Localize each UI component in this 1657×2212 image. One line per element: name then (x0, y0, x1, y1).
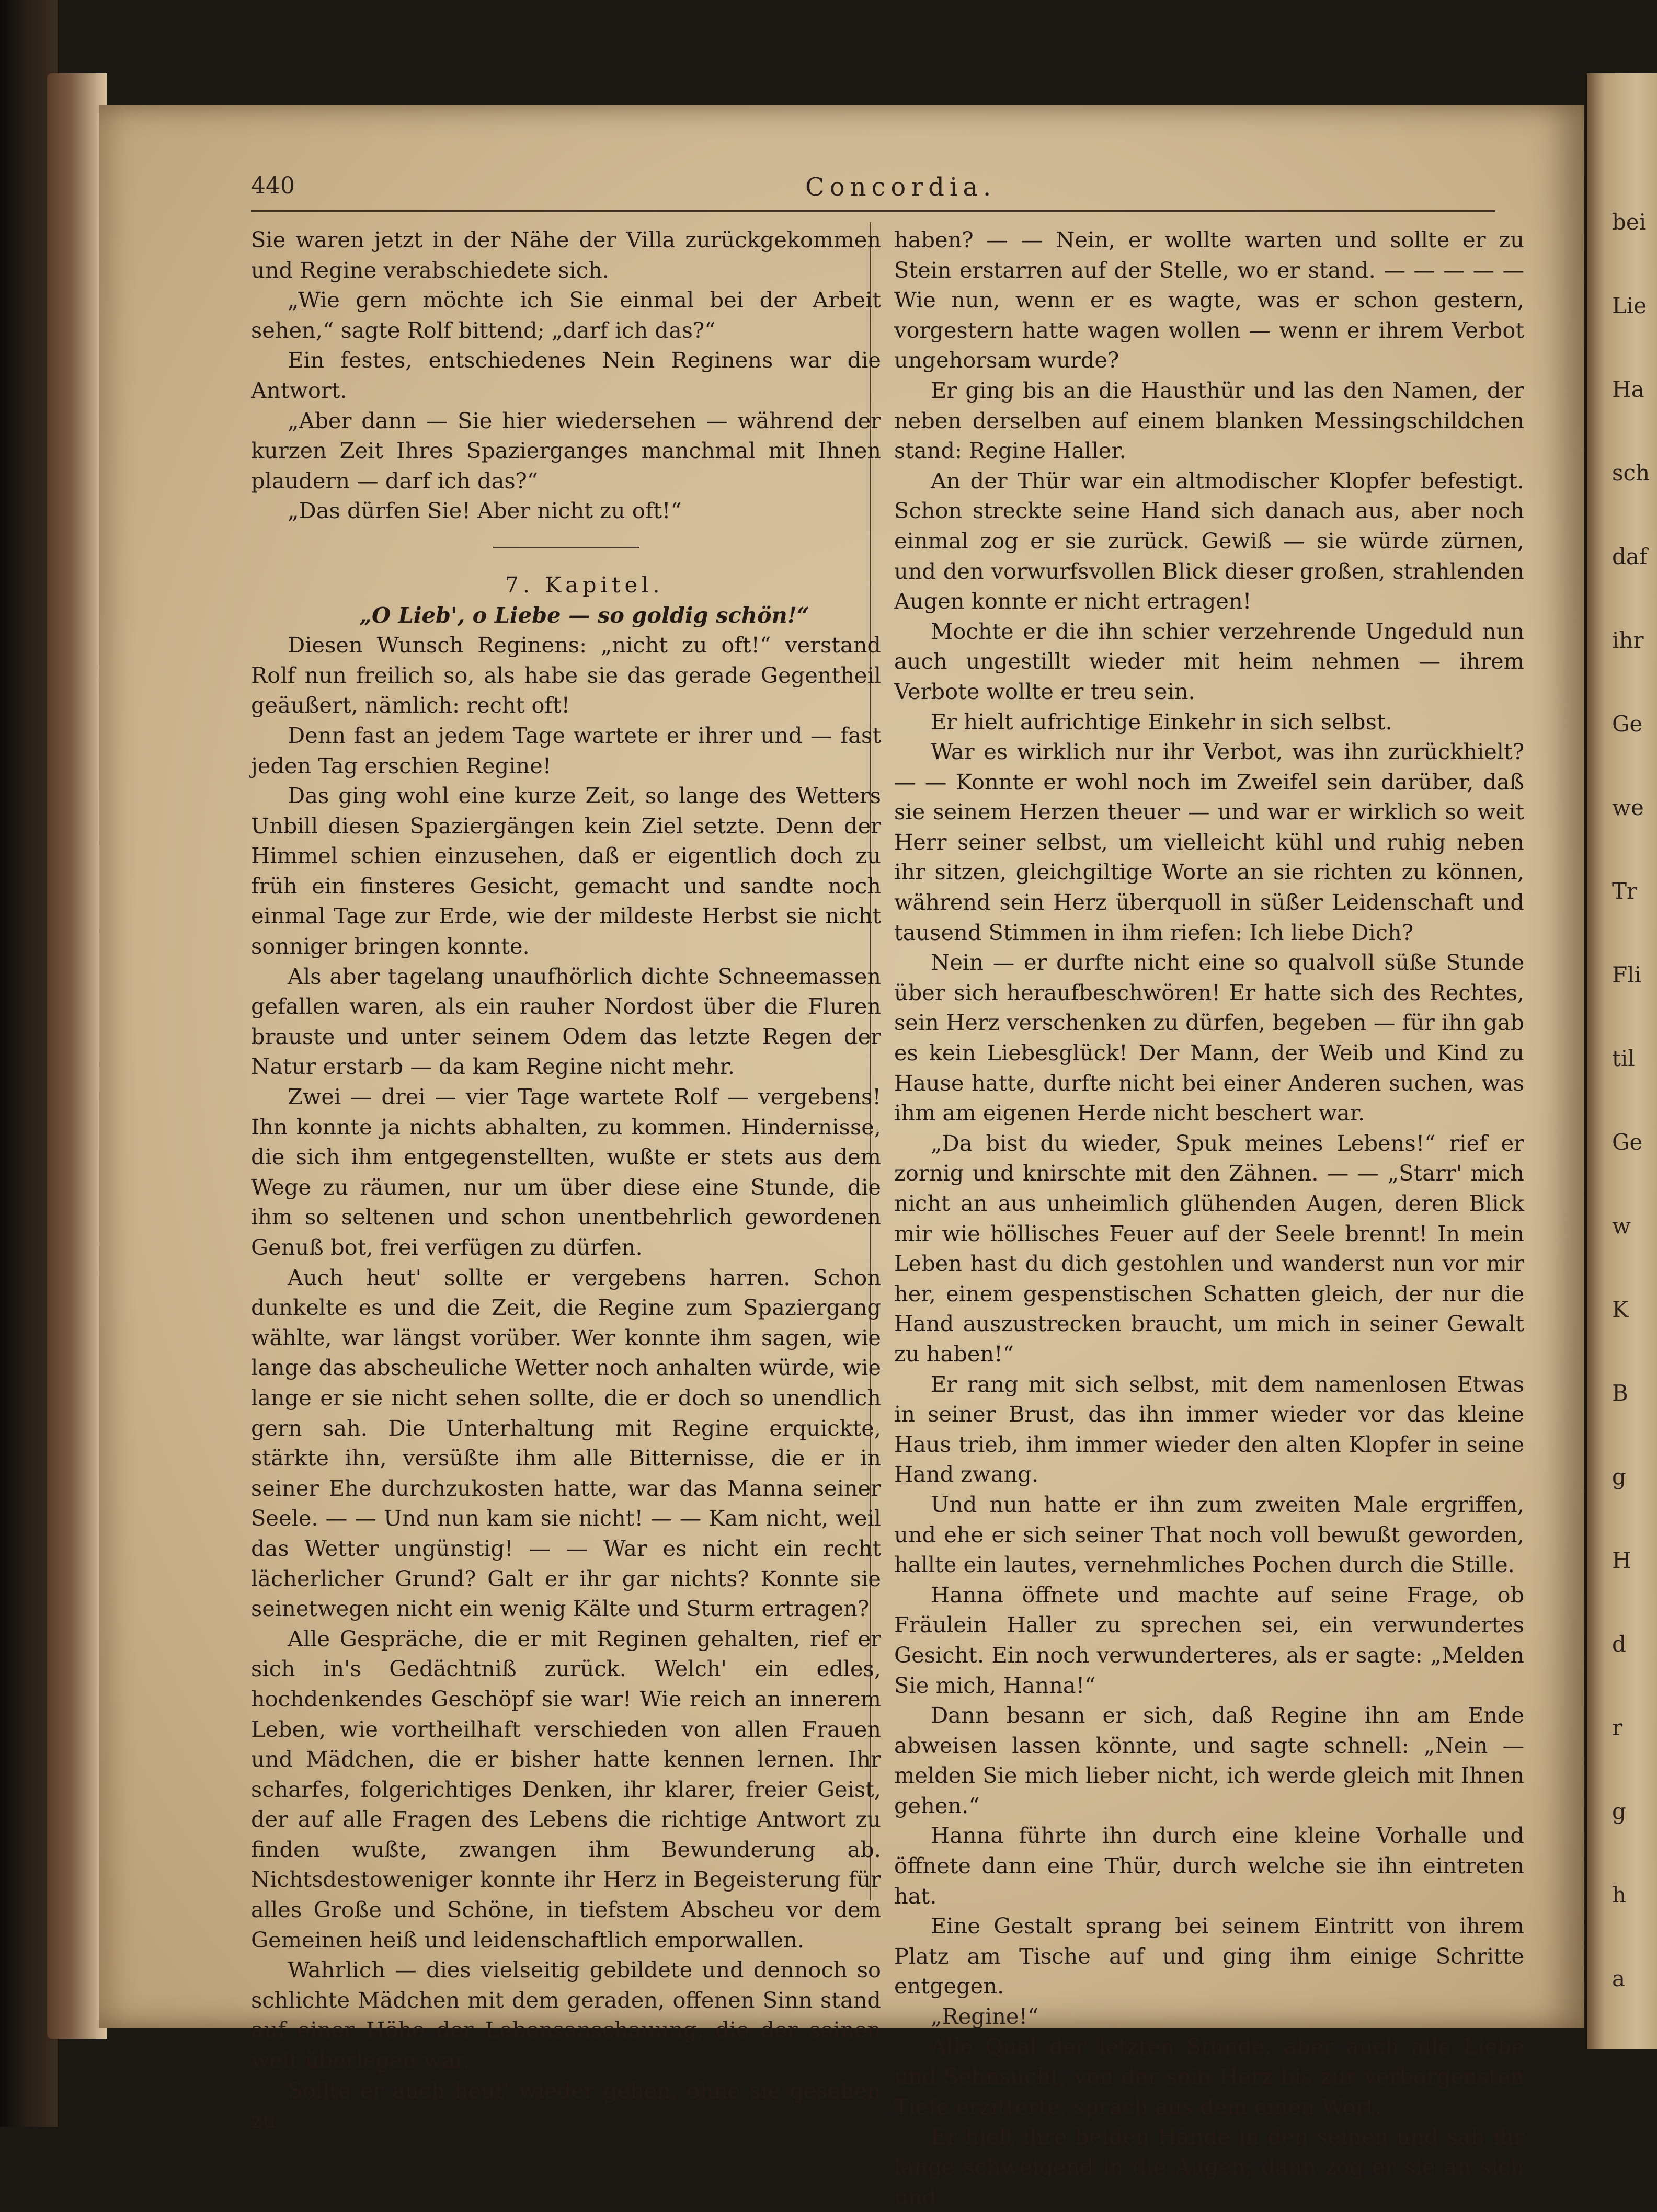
paragraph: Als aber tagelang unaufhörlich dichte Schneemassen gefallen waren, als ein rauher Nordost über die Fluren brauste und unter seinem Odem das letzte Regen der Natur erstarb — da kam Regine nicht mehr. (251, 963, 881, 1080)
adjacent-page-fragment: H (1612, 1548, 1631, 1573)
paragraph: Zwei — drei — vier Tage wartete Rolf — vergebens! Ihn konnte ja nichts abhalten, zu kommen. Hindernisse, die sich ihm entgegenstellten, wußte er stets aus dem Wege zu räumen, nur um über diese eine Stunde, die ihm so seltenen und schon unentbehrlich gewordenen Genuß bot, frei verfügen zu dürfen. (251, 1084, 881, 1260)
adjacent-page-fragment: sch (1612, 460, 1650, 486)
running-title: Concordia. (805, 173, 997, 202)
adjacent-page-fragment: daf (1612, 544, 1648, 569)
paragraph: Auch heut' sollte er vergebens harren. Schon dunkelte es und die Zeit, die Regine zum Spaziergang wählte, war längst vorüber. Wer konnte ihm sagen, wie lange das abscheuliche Wetter noch anhalten würde, wie lange er sie nicht sehen sollte, die er doch so unendlich gern sah. Die Unterhaltung mit Regine erquickte, stärkte ihn, versüßte ihm alle Bitternisse, die er in seiner Ehe durchzukosten hatte, war das Manna seiner Seele. — — Und nun kam sie nicht! — — Kam nicht, weil das Wetter ungünstig! — — War es nicht ein recht lächerlicher Grund? Galt er ihr gar nichts? Konnte sie seinetwegen nicht ein wenig Kälte und Sturm ertragen? (251, 1264, 881, 1622)
adjacent-page-fragment: Ge (1612, 1129, 1643, 1155)
chapter-title: „O Lieb', o Liebe — so goldig schön!“ (359, 602, 809, 628)
page-number: 440 (251, 173, 295, 199)
paragraph: Nein — er durfte nicht eine so qualvoll süße Stunde über sich heraufbeschwören! Er hatte sich des Rechtes, sein Herz verschenken zu dürfen, begeben — für ihn gab es kein Liebesglück! Der Mann, der Weib und Kind zu Hause hatte, durfte nicht bei einer Anderen suchen, was ihm am eigenen Herde nicht beschert war. (894, 949, 1524, 1126)
paragraph: Hanna führte ihn durch eine kleine Vorhalle und öffnete dann eine Thür, durch welche sie ihn eintreten hat. (894, 1823, 1524, 1909)
adjacent-page-edge (1587, 73, 1657, 2049)
paragraph: Diesen Wunsch Reginens: „nicht zu oft!“ verstand Rolf nun freilich so, als habe sie das gerade Gegentheil geäußert, nämlich: recht oft! (251, 632, 881, 718)
header-rule (251, 210, 1495, 212)
paragraph: Wahrlich — dies vielseitig gebildete und dennoch so schlichte Mädchen mit dem geraden, offenen Sinn stand auf einer Höhe der Lebensanschauung, die der seinen weit überlegen war. (251, 1957, 881, 2073)
paragraph: „Da bist du wieder, Spuk meines Lebens!“ rief er zornig und knirschte mit den Zähnen. — — „Starr' mich nicht an aus unheimlich glühenden Augen, deren Blick mir wie höllisches Feuer auf der Seele brennt! In mein Leben hast du dich gestohlen und wanderst nun vor mir her, einem gespenstischen Schatten gleich, der nur die Hand auszustrecken braucht, um mich in seiner Gewalt zu haben!“ (894, 1130, 1524, 1367)
adjacent-page-fragment: a (1612, 1966, 1626, 1991)
adjacent-page-fragment: Ha (1612, 376, 1644, 402)
paragraph: Er hielt aufrichtige Einkehr in sich selbst. (931, 708, 1392, 735)
paragraph: Das ging wohl eine kurze Zeit, so lange des Wetters Unbill diesen Spaziergängen kein Ziel setzte. Denn der Himmel schien einzusehen, daß er eigentlich doch zu früh ein finsteres Gesicht, gemacht und sandte noch einmal Tage zur Erde, wie der mildeste Herbst sie nicht sonniger bringen konnte. (251, 783, 881, 959)
paragraph: haben? — — Nein, er wollte warten und sollte er zu Stein erstarren auf der Stelle, wo er stand. — — — — — Wie nun, wenn er es wagte, was er schon gestern, vorgestern hatte wagen wollen — wenn er ihrem Verbot ungehorsam wurde? (894, 227, 1524, 373)
adjacent-page-fragment: r (1612, 1715, 1623, 1740)
adjacent-page-fragment: Fli (1612, 962, 1642, 988)
paragraph: „Aber dann — Sie hier wiedersehen — während der kurzen Zeit Ihres Spazierganges manchmal mit Ihnen plaudern — darf ich das?“ (251, 407, 881, 494)
adjacent-page-fragment: K (1612, 1297, 1629, 1322)
adjacent-page-fragment: h (1612, 1882, 1627, 1908)
paragraph: Er ging bis an die Hausthür und las den Namen, der neben derselben auf einem blanken Messingschildchen stand: Regine Haller. (894, 377, 1524, 464)
paragraph: „Wie gern möchte ich Sie einmal bei der Arbeit sehen,“ sagte Rolf bittend; „darf ich das?“ (251, 287, 881, 343)
paragraph: Eine Gestalt sprang bei seinem Eintritt von ihrem Platz am Tische auf und ging ihm einige Schritte entgegen. (894, 1913, 1524, 1999)
section-separator (493, 547, 639, 548)
paragraph: Alle Qual der letzten Stunde, aber auch alle Liebe und Sehnsucht, von der sein Herz bis zur verborgensten Tiefe erzitterte, sprach aus dem einen Wort. (894, 2033, 1524, 2119)
adjacent-page-fragment: B (1612, 1380, 1628, 1406)
page-header (251, 173, 1506, 214)
paragraph: Dann besann er sich, daß Regine ihn am Ende abweisen lassen könnte, und sagte schnell: „Nein — melden Sie mich lieber nicht, ich werde gleich mit Ihnen gehen.“ (894, 1702, 1524, 1818)
paragraph: An der Thür war ein altmodischer Klopfer befestigt. Schon streckte seine Hand sich danach aus, aber noch einmal zog er sie zurück. Gewiß — sie würde zürnen, und den vorwurfsvollen Blick dieser großen, strahlenden Augen konnte er nicht ertragen! (894, 467, 1524, 614)
left-column (251, 225, 881, 2136)
paragraph: „Das dürfen Sie! Aber nicht zu oft!“ (288, 498, 682, 524)
adjacent-page-fragment: g (1612, 1464, 1626, 1489)
paragraph: War es wirklich nur ihr Verbot, was ihn zurückhielt? — — Konnte er wohl noch im Zweifel sein darüber, daß sie seinem Herzen theuer — und war er wirklich so weit Herr seiner selbst, um vielleicht kühl und ruhig neben ihr sitzen, gleichgiltige Worte an sie richten zu können, während sein Herz überquoll in süßer Leidenschaft und tausend Stimmen in ihm riefen: Ich liebe Dich? (894, 739, 1524, 945)
paragraph: Er rang mit sich selbst, mit dem namenlosen Etwas in seiner Brust, das ihn immer wieder vor das kleine Haus trieb, ihm immer wieder den alten Klopfer in seine Hand zwang. (894, 1371, 1524, 1487)
adjacent-page-fragment: ihr (1612, 627, 1644, 653)
adjacent-page-fragment: w (1612, 1213, 1631, 1239)
adjacent-page-fragment: we (1612, 795, 1644, 820)
paragraph: Ein festes, entschiedenes Nein Reginens war die Antwort. (251, 347, 881, 403)
adjacent-page-fragment: Tr (1612, 878, 1638, 904)
paragraph: Alle Gespräche, die er mit Reginen gehalten, rief er sich in's Gedächtniß zurück. Welch' ein edles, hochdenkendes Geschöpf sie war! Wie reich an innerem Leben, wie vortheilhaft verschieden von allen Frauen und Mädchen, die er bisher hatte kennen lernen. Ihr scharfes, folgerichtiges Denken, ihr klarer, freier Geist, der auf alle Fragen des Lebens die richtige Antwort zu finden wußte, zwangen ihm Bewunderung ab. Nichtsdestoweniger konnte ihr Herz in Begeisterung für alles Große und Schöne, in tiefstem Abscheu vor dem Gemeinen heiß und leidenschaftlich emporwallen. (251, 1625, 881, 1953)
paragraph: Sollte er auch heut' wieder gehen, ohne sie gesehen zu (251, 2077, 881, 2134)
paragraph: Er hielt ihre beiden Hände in den seinen und sah ihr lange schweigend in die Augen; dann zog er sie an sich und (894, 2124, 1524, 2210)
adjacent-page-fragment: Ge (1612, 711, 1643, 737)
adjacent-page-fragment: d (1612, 1631, 1626, 1657)
adjacent-page-fragment: g (1612, 1798, 1626, 1824)
paragraph: Hanna öffnete und machte auf seine Frage, ob Fräulein Haller zu sprechen sei, ein verwundertes Gesicht. Ein noch verwunderteres, als er sagte: „Melden Sie mich, Hanna!“ (894, 1581, 1524, 1698)
book-cover-edge (47, 73, 107, 2039)
adjacent-page-fragment: til (1612, 1046, 1635, 1071)
paragraph: „Regine!“ (931, 2003, 1039, 2030)
adjacent-page-fragment: Lie (1612, 293, 1647, 318)
paragraph: Und nun hatte er ihn zum zweiten Male ergriffen, und ehe er sich seiner That noch voll bewußt geworden, hallte ein lautes, vernehmliches Pochen durch die Stille. (894, 1491, 1524, 1578)
paragraph: Denn fast an jedem Tage wartete er ihrer und — fast jeden Tag erschien Regine! (251, 722, 881, 778)
paragraph: Sie waren jetzt in der Nähe der Villa zurückgekommen und Regine verabschiedete sich. (251, 227, 881, 283)
adjacent-page-fragment: bei (1612, 209, 1647, 235)
right-column (894, 225, 1524, 2212)
chapter-number: 7. Kapitel. (505, 571, 664, 598)
paragraph: Mochte er die ihn schier verzehrende Ungeduld nun auch ungestillt wieder mit heim nehmen — ihrem Verbote wollte er treu sein. (894, 618, 1524, 704)
